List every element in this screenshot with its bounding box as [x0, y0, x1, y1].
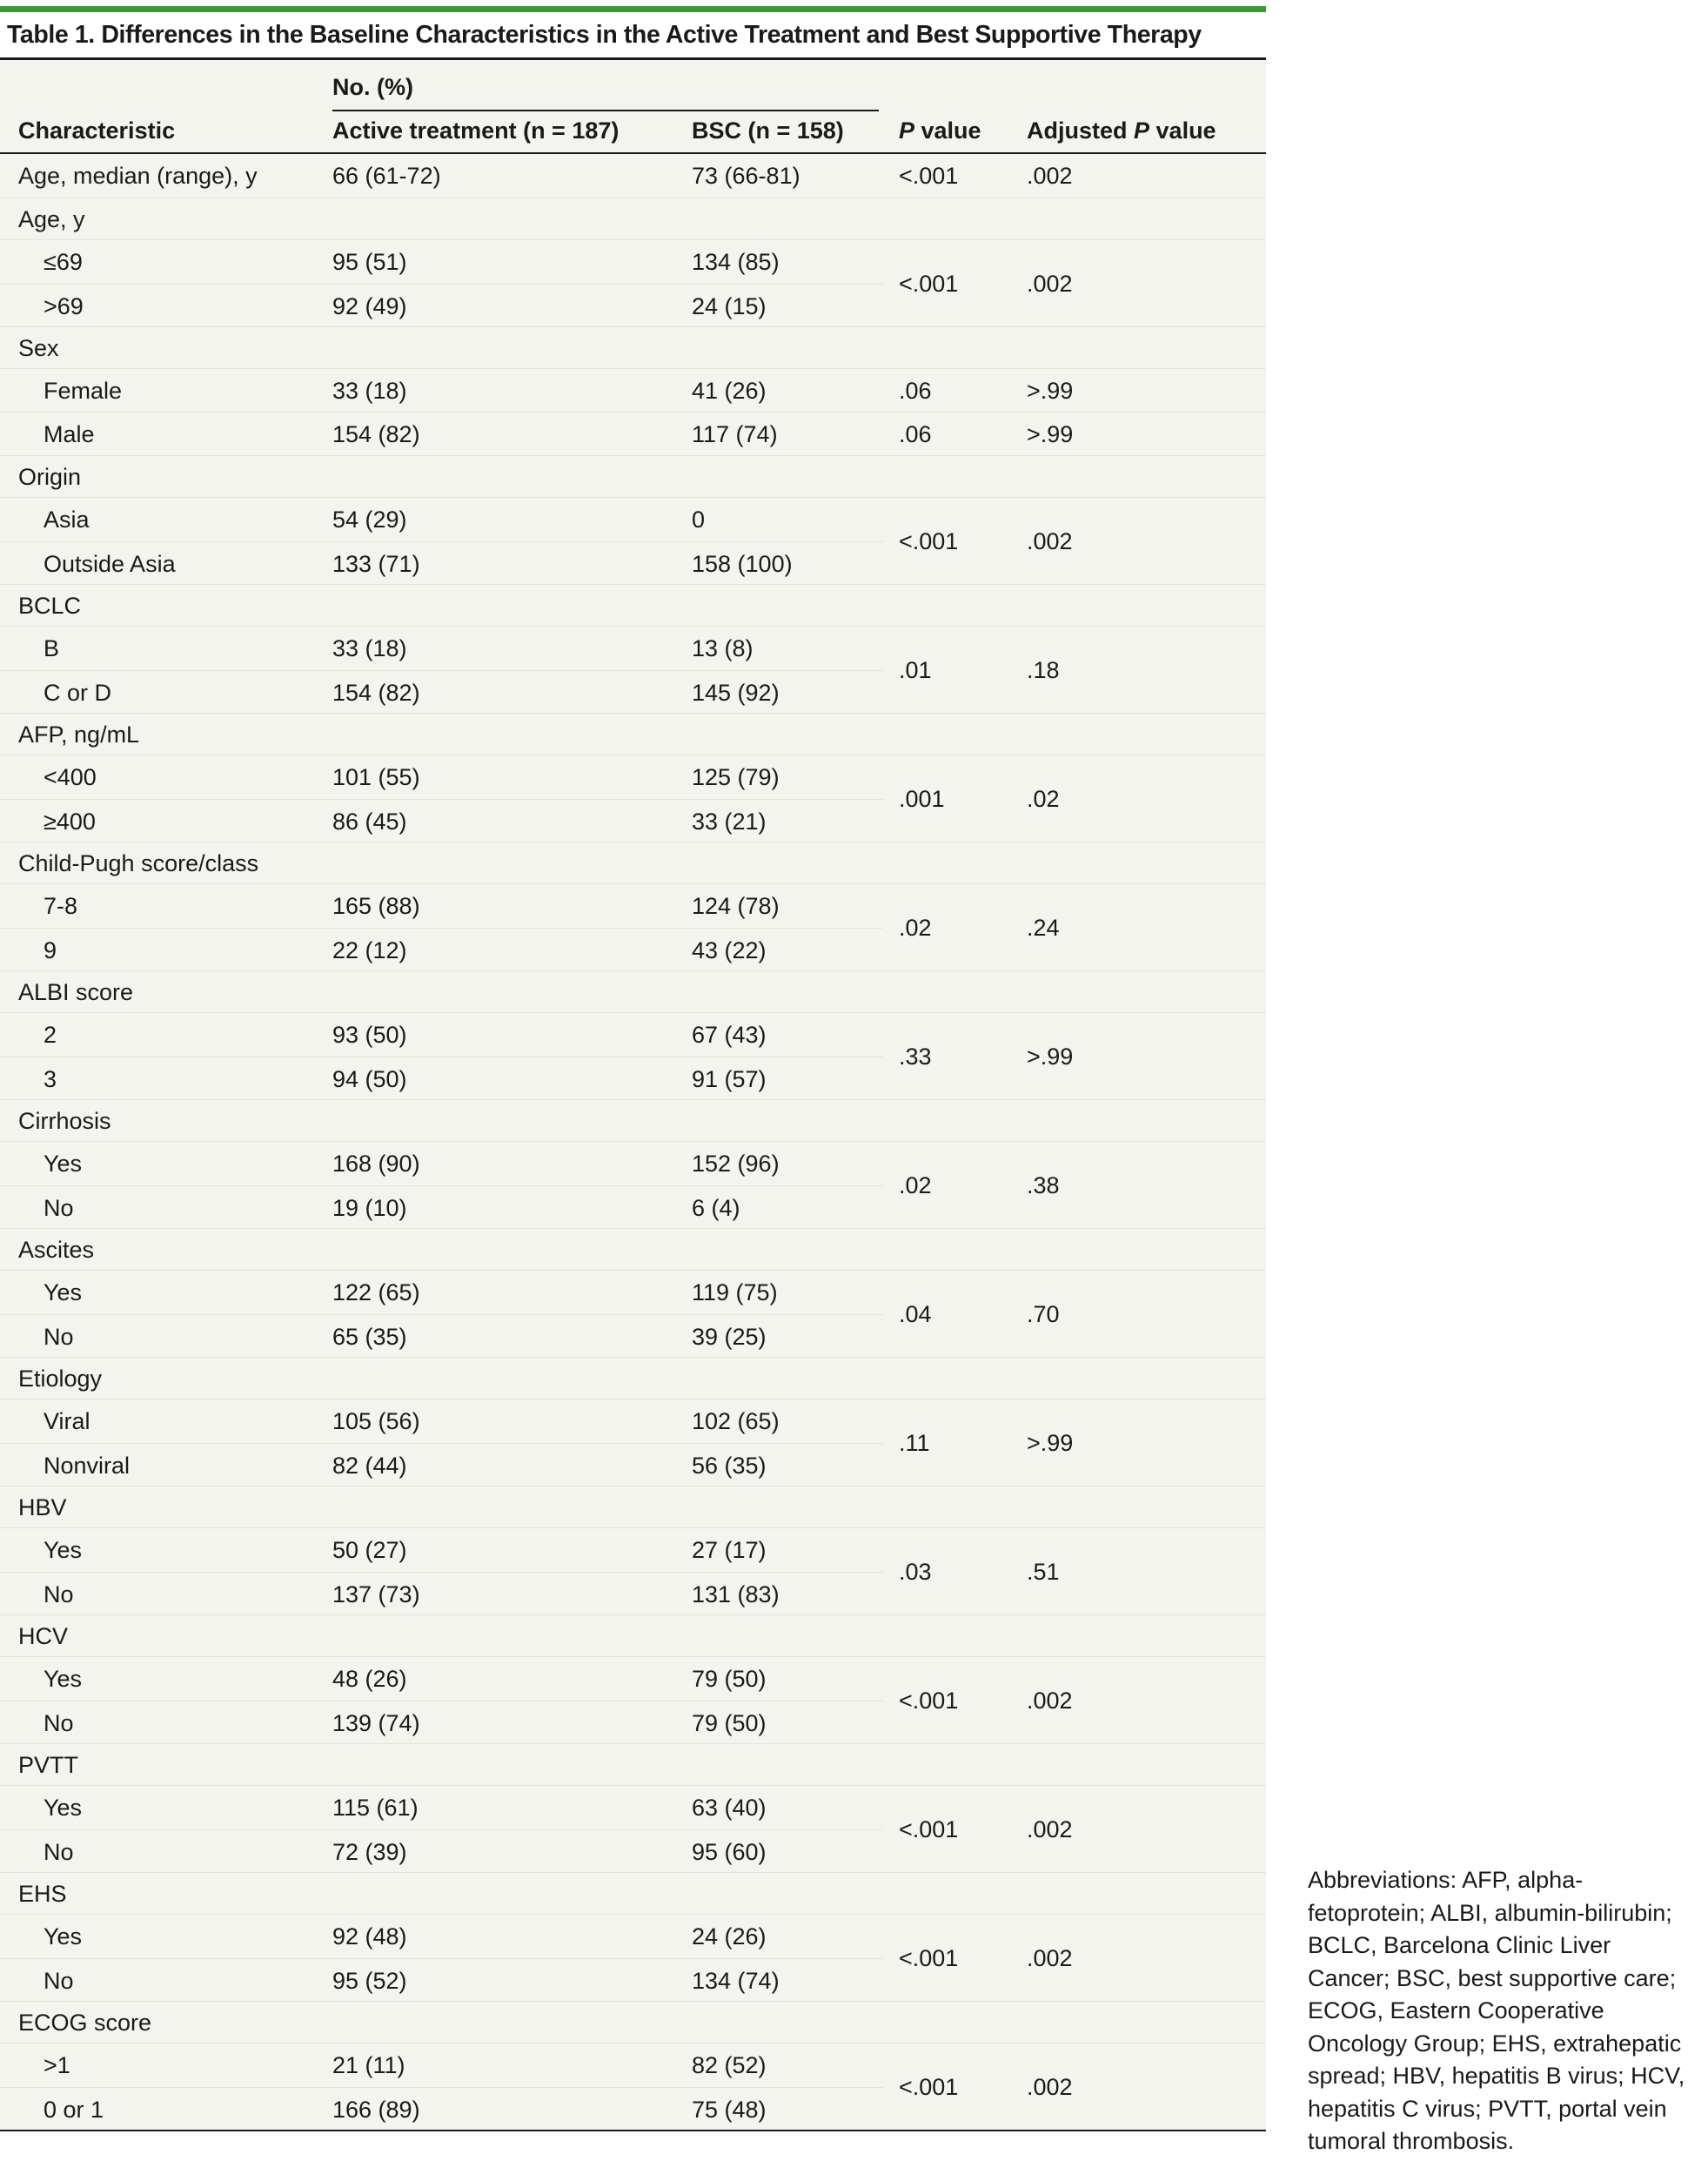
characteristic-label: EHS: [18, 1881, 67, 1907]
adjusted-p-value: >.99: [1027, 421, 1074, 447]
characteristic-label: Etiology: [18, 1366, 103, 1392]
bsc-value: 33 (21): [692, 809, 767, 835]
group-row: [0, 970, 1266, 1012]
group-row: [0, 713, 1266, 755]
active-value: 165 (88): [332, 893, 420, 919]
adjusted-p-value: .51: [1027, 1559, 1060, 1585]
characteristic-label: Cirrhosis: [18, 1108, 111, 1134]
subgroup-label: >1: [44, 2052, 70, 2078]
active-value: 50 (27): [332, 1537, 407, 1563]
subgroup-pair: [0, 626, 1266, 713]
subgroup-pair: [0, 755, 1266, 842]
table-row: [0, 1572, 883, 1616]
table-row: [0, 1271, 883, 1314]
column-header-active: Active treatment (n = 187): [332, 117, 620, 144]
subgroup-label: Male: [44, 421, 95, 447]
bsc-value: 125 (79): [692, 764, 780, 790]
column-header-bsc: BSC (n = 158): [692, 117, 844, 144]
active-value: 21 (11): [332, 2052, 405, 2078]
subgroup-label: No: [44, 1968, 74, 1994]
active-value: 115 (61): [332, 1795, 419, 1821]
subgroup-label: 9: [44, 937, 57, 963]
active-value: 133 (71): [332, 551, 420, 577]
bsc-value: 82 (52): [692, 2052, 767, 2078]
bsc-value: 56 (35): [692, 1453, 767, 1479]
p-value: <.001: [899, 1816, 959, 1842]
subgroup-pair: [0, 1527, 1266, 1614]
table-row: [0, 2044, 883, 2087]
characteristic-label: Ascites: [18, 1237, 95, 1263]
p-value: .03: [899, 1559, 932, 1585]
active-value: 72 (39): [332, 1839, 407, 1865]
subgroup-pair: [0, 1270, 1266, 1357]
subgroup-label: <400: [44, 764, 97, 790]
active-value: 166 (89): [332, 2097, 420, 2123]
group-row: [0, 326, 1266, 368]
bsc-value: 67 (43): [692, 1022, 767, 1048]
characteristic-label: Age, median (range), y: [18, 163, 258, 189]
characteristic-label: PVTT: [18, 1752, 79, 1778]
active-value: 92 (48): [332, 1923, 407, 1950]
table-row: [0, 1786, 883, 1829]
bsc-value: 43 (22): [692, 937, 767, 963]
table-row: [0, 1185, 883, 1230]
characteristic-label: HCV: [18, 1623, 69, 1649]
table-row: [0, 1958, 883, 2003]
p-value: <.001: [899, 163, 959, 189]
active-value: 65 (35): [332, 1324, 407, 1350]
table-row: [0, 928, 883, 972]
subgroup-label: No: [44, 1839, 74, 1865]
bsc-value: 79 (50): [692, 1710, 767, 1736]
accent-bar: [0, 6, 1266, 12]
bsc-value: 6 (4): [692, 1195, 740, 1221]
characteristic-label: ALBI score: [18, 979, 134, 1005]
active-value: 94 (50): [332, 1066, 407, 1092]
p-value: .33: [899, 1044, 932, 1070]
table-row: [0, 412, 1266, 455]
subgroup-label: No: [44, 1195, 74, 1221]
group-row: [0, 1614, 1266, 1656]
active-value: 22 (12): [332, 937, 407, 963]
active-value: 82 (44): [332, 1453, 407, 1479]
adjusted-p-value: .002: [1027, 271, 1073, 297]
adjusted-p-value: >.99: [1027, 1430, 1074, 1456]
column-header-characteristic: Characteristic: [18, 117, 176, 144]
subgroup-label: B: [44, 635, 60, 661]
subgroup-label: Viral: [44, 1408, 90, 1434]
baseline-table: [0, 60, 1266, 2131]
bsc-value: 119 (75): [692, 1279, 778, 1305]
subgroup-pair: [0, 239, 1266, 326]
characteristic-label: HBV: [18, 1494, 67, 1520]
active-value: 95 (51): [332, 249, 407, 275]
subgroup-label: Asia: [44, 507, 90, 533]
bsc-value: 79 (50): [692, 1666, 767, 1692]
p-value: .02: [899, 915, 932, 941]
table-row: [0, 154, 1266, 198]
group-row: [0, 1357, 1266, 1399]
active-value: 154 (82): [332, 680, 420, 706]
bsc-value: 117 (74): [692, 421, 778, 447]
group-row: [0, 198, 1266, 239]
subgroup-label: >69: [44, 293, 84, 319]
bsc-value: 41 (26): [692, 378, 767, 404]
table-row: [0, 1443, 883, 1487]
subgroup-label: Yes: [44, 1923, 83, 1950]
adjusted-p-value: .02: [1027, 786, 1060, 812]
bsc-value: 75 (48): [692, 2097, 767, 2123]
p-value: <.001: [899, 1945, 959, 1971]
subgroup-pair: [0, 2043, 1266, 2130]
group-header-rule: [332, 110, 879, 111]
characteristic-label: Sex: [18, 335, 59, 361]
subgroup-pair: [0, 883, 1266, 970]
characteristic-label: ECOG score: [18, 2010, 152, 2036]
bsc-value: 95 (60): [692, 1839, 767, 1865]
bsc-value: 91 (57): [692, 1066, 767, 1092]
characteristic-label: Child-Pugh score/class: [18, 850, 259, 876]
bsc-value: 0: [692, 507, 706, 533]
bsc-value: 73 (66-81): [692, 163, 800, 189]
adjusted-p-value: .18: [1027, 657, 1060, 683]
active-value: 168 (90): [332, 1151, 420, 1177]
p-value: .06: [899, 421, 932, 447]
bsc-value: 134 (74): [692, 1968, 780, 1994]
characteristic-label: Age, y: [18, 206, 85, 232]
p-value: <.001: [899, 1688, 959, 1714]
table-header: [0, 60, 1266, 154]
active-value: 33 (18): [332, 635, 407, 661]
table-row: [0, 799, 883, 843]
subgroup-label: No: [44, 1710, 74, 1736]
table-row: [0, 1701, 883, 1745]
group-row: [0, 1486, 1266, 1527]
bsc-value: 124 (78): [692, 893, 780, 919]
adjusted-p-value: >.99: [1027, 1044, 1074, 1070]
table-row: [0, 1657, 883, 1701]
adjusted-p-value: .002: [1027, 1816, 1073, 1842]
table-row: [0, 1528, 883, 1572]
table-row: [0, 541, 883, 586]
active-value: 48 (26): [332, 1666, 407, 1692]
column-header-adjusted-p: Adjusted P value: [1027, 117, 1216, 144]
subgroup-pair: [0, 1785, 1266, 1872]
adjusted-p-value: .002: [1027, 1945, 1073, 1971]
table-row: [0, 498, 883, 541]
p-value: .001: [899, 786, 945, 812]
adjusted-p-value: .002: [1027, 163, 1073, 189]
subgroup-label: Yes: [44, 1151, 83, 1177]
group-header: No. (%): [332, 74, 413, 100]
table-row: [0, 1399, 883, 1443]
adjusted-p-value: >.99: [1027, 378, 1074, 404]
active-value: 139 (74): [332, 1710, 420, 1736]
bsc-value: 102 (65): [692, 1408, 780, 1434]
bsc-value: 39 (25): [692, 1324, 767, 1350]
subgroup-label: No: [44, 1581, 74, 1607]
adjusted-p-value: .002: [1027, 2074, 1073, 2100]
bsc-value: 158 (100): [692, 551, 793, 577]
subgroup-label: 2: [44, 1022, 57, 1048]
subgroup-label: ≥400: [44, 809, 96, 835]
active-value: 19 (10): [332, 1195, 407, 1221]
p-value: .02: [899, 1172, 932, 1198]
bsc-value: 63 (40): [692, 1795, 767, 1821]
subgroup-label: Yes: [44, 1795, 83, 1821]
subgroup-pair: [0, 1914, 1266, 2001]
bsc-value: 24 (26): [692, 1923, 767, 1950]
p-value: .01: [899, 657, 932, 683]
table-row: [0, 368, 1266, 412]
table-row: [0, 2087, 883, 2131]
subgroup-pair: [0, 497, 1266, 584]
subgroup-label: Outside Asia: [44, 551, 176, 577]
subgroup-pair: [0, 1012, 1266, 1099]
active-value: 92 (49): [332, 293, 407, 319]
bsc-value: 13 (8): [692, 635, 754, 661]
abbreviations-footnote: Abbreviations: AFP, alpha-fetoprotein; ALBI, albumin-bilirubin; BCLC, Barcelona Clinic Liver Cancer; BSC, best supportive care; ECOG, Eastern Cooperative Oncology Group; EHS, extrahepatic spread; HBV, hepatitis B virus; HCV, hepatitis C virus; PVTT, portal vein tumoral thrombosis.: [1308, 1867, 1685, 2154]
adjusted-p-value: .002: [1027, 528, 1073, 554]
group-row: [0, 1099, 1266, 1141]
subgroup-label: ≤69: [44, 249, 83, 275]
subgroup-pair: [0, 1399, 1266, 1486]
subgroup-label: No: [44, 1324, 74, 1350]
active-value: 137 (73): [332, 1581, 420, 1607]
p-value: <.001: [899, 271, 959, 297]
p-value: .04: [899, 1301, 932, 1327]
column-header-p-value: P value: [899, 117, 981, 144]
group-row: [0, 1228, 1266, 1270]
subgroup-label: Nonviral: [44, 1453, 131, 1479]
table-row: [0, 284, 883, 328]
p-value: <.001: [899, 528, 959, 554]
table-row: [0, 627, 883, 670]
active-value: 122 (65): [332, 1279, 420, 1305]
p-value: .06: [899, 378, 932, 404]
group-row: [0, 1872, 1266, 1914]
subgroup-label: C or D: [44, 680, 112, 706]
group-row: [0, 842, 1266, 883]
active-value: 101 (55): [332, 764, 420, 790]
active-value: 95 (52): [332, 1968, 407, 1994]
bsc-value: 145 (92): [692, 680, 780, 706]
bsc-value: 24 (15): [692, 293, 767, 319]
table-row: [0, 1915, 883, 1958]
adjusted-p-value: .002: [1027, 1688, 1073, 1714]
subgroup-label: 3: [44, 1066, 57, 1092]
table-row: [0, 1829, 883, 1874]
active-value: 86 (45): [332, 809, 407, 835]
adjusted-p-value: .24: [1027, 915, 1060, 941]
adjusted-p-value: .70: [1027, 1301, 1060, 1327]
table-row: [0, 670, 883, 715]
bsc-value: 27 (17): [692, 1537, 767, 1563]
table-row: [0, 240, 883, 284]
active-value: 33 (18): [332, 378, 407, 404]
subgroup-label: 7-8: [44, 893, 78, 919]
p-value: <.001: [899, 2074, 959, 2100]
bsc-value: 134 (85): [692, 249, 780, 275]
subgroup-label: Yes: [44, 1666, 83, 1692]
subgroup-label: 0 or 1: [44, 2097, 104, 2123]
active-value: 105 (56): [332, 1408, 420, 1434]
subgroup-pair: [0, 1141, 1266, 1228]
bsc-value: 152 (96): [692, 1151, 780, 1177]
table-row: [0, 1057, 883, 1101]
subgroup-label: Female: [44, 378, 123, 404]
table-body: [0, 154, 1266, 2130]
active-value: 66 (61-72): [332, 163, 441, 189]
subgroup-pair: [0, 1656, 1266, 1743]
group-row: [0, 1743, 1266, 1785]
table-row: [0, 1013, 883, 1057]
table-title: Table 1. Differences in the Baseline Characteristics in the Active Treatment and Best Supportive Therapy: [7, 21, 1202, 49]
p-value: .11: [899, 1430, 930, 1456]
bsc-value: 131 (83): [692, 1581, 780, 1607]
active-value: 93 (50): [332, 1022, 407, 1048]
table-row: [0, 1314, 883, 1359]
active-value: 154 (82): [332, 421, 420, 447]
adjusted-p-value: .38: [1027, 1172, 1060, 1198]
group-row: [0, 455, 1266, 497]
table-row: [0, 884, 883, 928]
table-row: [0, 755, 883, 799]
group-row: [0, 584, 1266, 626]
group-row: [0, 2001, 1266, 2043]
active-value: 54 (29): [332, 507, 407, 533]
characteristic-label: BCLC: [18, 593, 82, 619]
subgroup-label: Yes: [44, 1537, 83, 1563]
characteristic-label: Origin: [18, 464, 82, 490]
table-row: [0, 1142, 883, 1185]
characteristic-label: AFP, ng/mL: [18, 721, 140, 748]
subgroup-label: Yes: [44, 1279, 83, 1305]
